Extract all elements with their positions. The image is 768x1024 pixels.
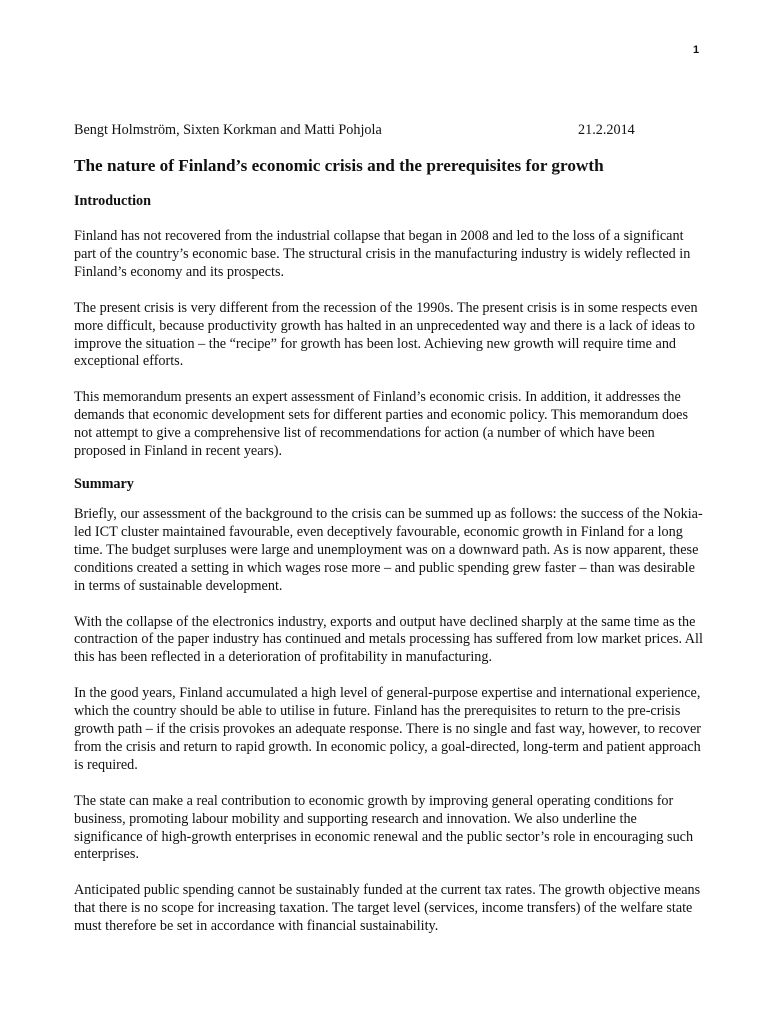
paragraph: In the good years, Finland accumulated a high level of general-purpose expertise and international experience, which the country should be able to utilise in future. Finland has the prerequisites to return to the pre-crisis growth path – if the crisis provokes an adequate response. There is no single and fast way, however, to recover from the crisis and return to rapid growth. In economic policy, a goal-directed, long-term and patient approach is required.	[74, 685, 702, 773]
document-header	[74, 119, 706, 141]
paragraph: With the collapse of the electronics industry, exports and output have declined sharply at the same time as the contraction of the paper industry has continued and metals processing has suffered from low market prices. All this has been reflected in a deterioration of profitability in manufacturing.	[74, 613, 703, 666]
section-heading-summary: Summary	[74, 475, 134, 492]
paragraph: The state can make a real contribution to economic growth by improving general operating conditions for business, promoting labour mobility and supporting research and innovation. We also underline the significance of high-growth enterprises in economic renewal and the public sector’s role in encouraging such enterprises.	[74, 792, 694, 863]
document-date: 21.2.2014	[578, 122, 635, 138]
paragraph: This memorandum presents an expert assessment of Finland’s economic crisis. In addition, it addresses the demands that economic development sets for different parties and economic policy. This memorandum does not attempt to give a comprehensive list of recommendations for action (a number of which have been proposed in Finland in recent years).	[74, 389, 688, 460]
authors: Bengt Holmström, Sixten Korkman and Matti Pohjola	[74, 122, 382, 138]
page-number: 1	[693, 44, 700, 56]
paragraph: Briefly, our assessment of the background to the crisis can be summed up as follows: the success of the Nokia-led ICT cluster maintained favourable, even deceptively favourable, economic growth in Finland for a long time. The budget surpluses were large and unemployment was on a downward path. As is now apparent, these conditions created a setting in which wages rose more – and public spending grew faster – than was desirable in terms of sustainable development.	[74, 505, 703, 594]
paragraph: The present crisis is very different from the recession of the 1990s. The present crisis is in some respects even more difficult, because productivity growth has halted in an unprecedented way and there is a lack of ideas to improve the situation – the “recipe” for growth has been lost. Achieving new growth will require time and exceptional efforts.	[74, 299, 698, 370]
paragraph: Finland has not recovered from the industrial collapse that began in 2008 and led to the loss of a significant part of the country’s economic base. The structural crisis in the manufacturing industry is widely reflected in Finland’s economy and its prospects.	[74, 228, 691, 280]
document-title: The nature of Finland’s economic crisis and the prerequisites for growth	[74, 156, 604, 175]
paragraph: Anticipated public spending cannot be sustainably funded at the current tax rates. The growth objective means that there is no scope for increasing taxation. The target level (services, income transfers) of the welfare state must therefore be set in accordance with financial sustainability.	[74, 882, 701, 935]
document-body	[74, 119, 706, 936]
section-heading-introduction: Introduction	[74, 193, 151, 209]
